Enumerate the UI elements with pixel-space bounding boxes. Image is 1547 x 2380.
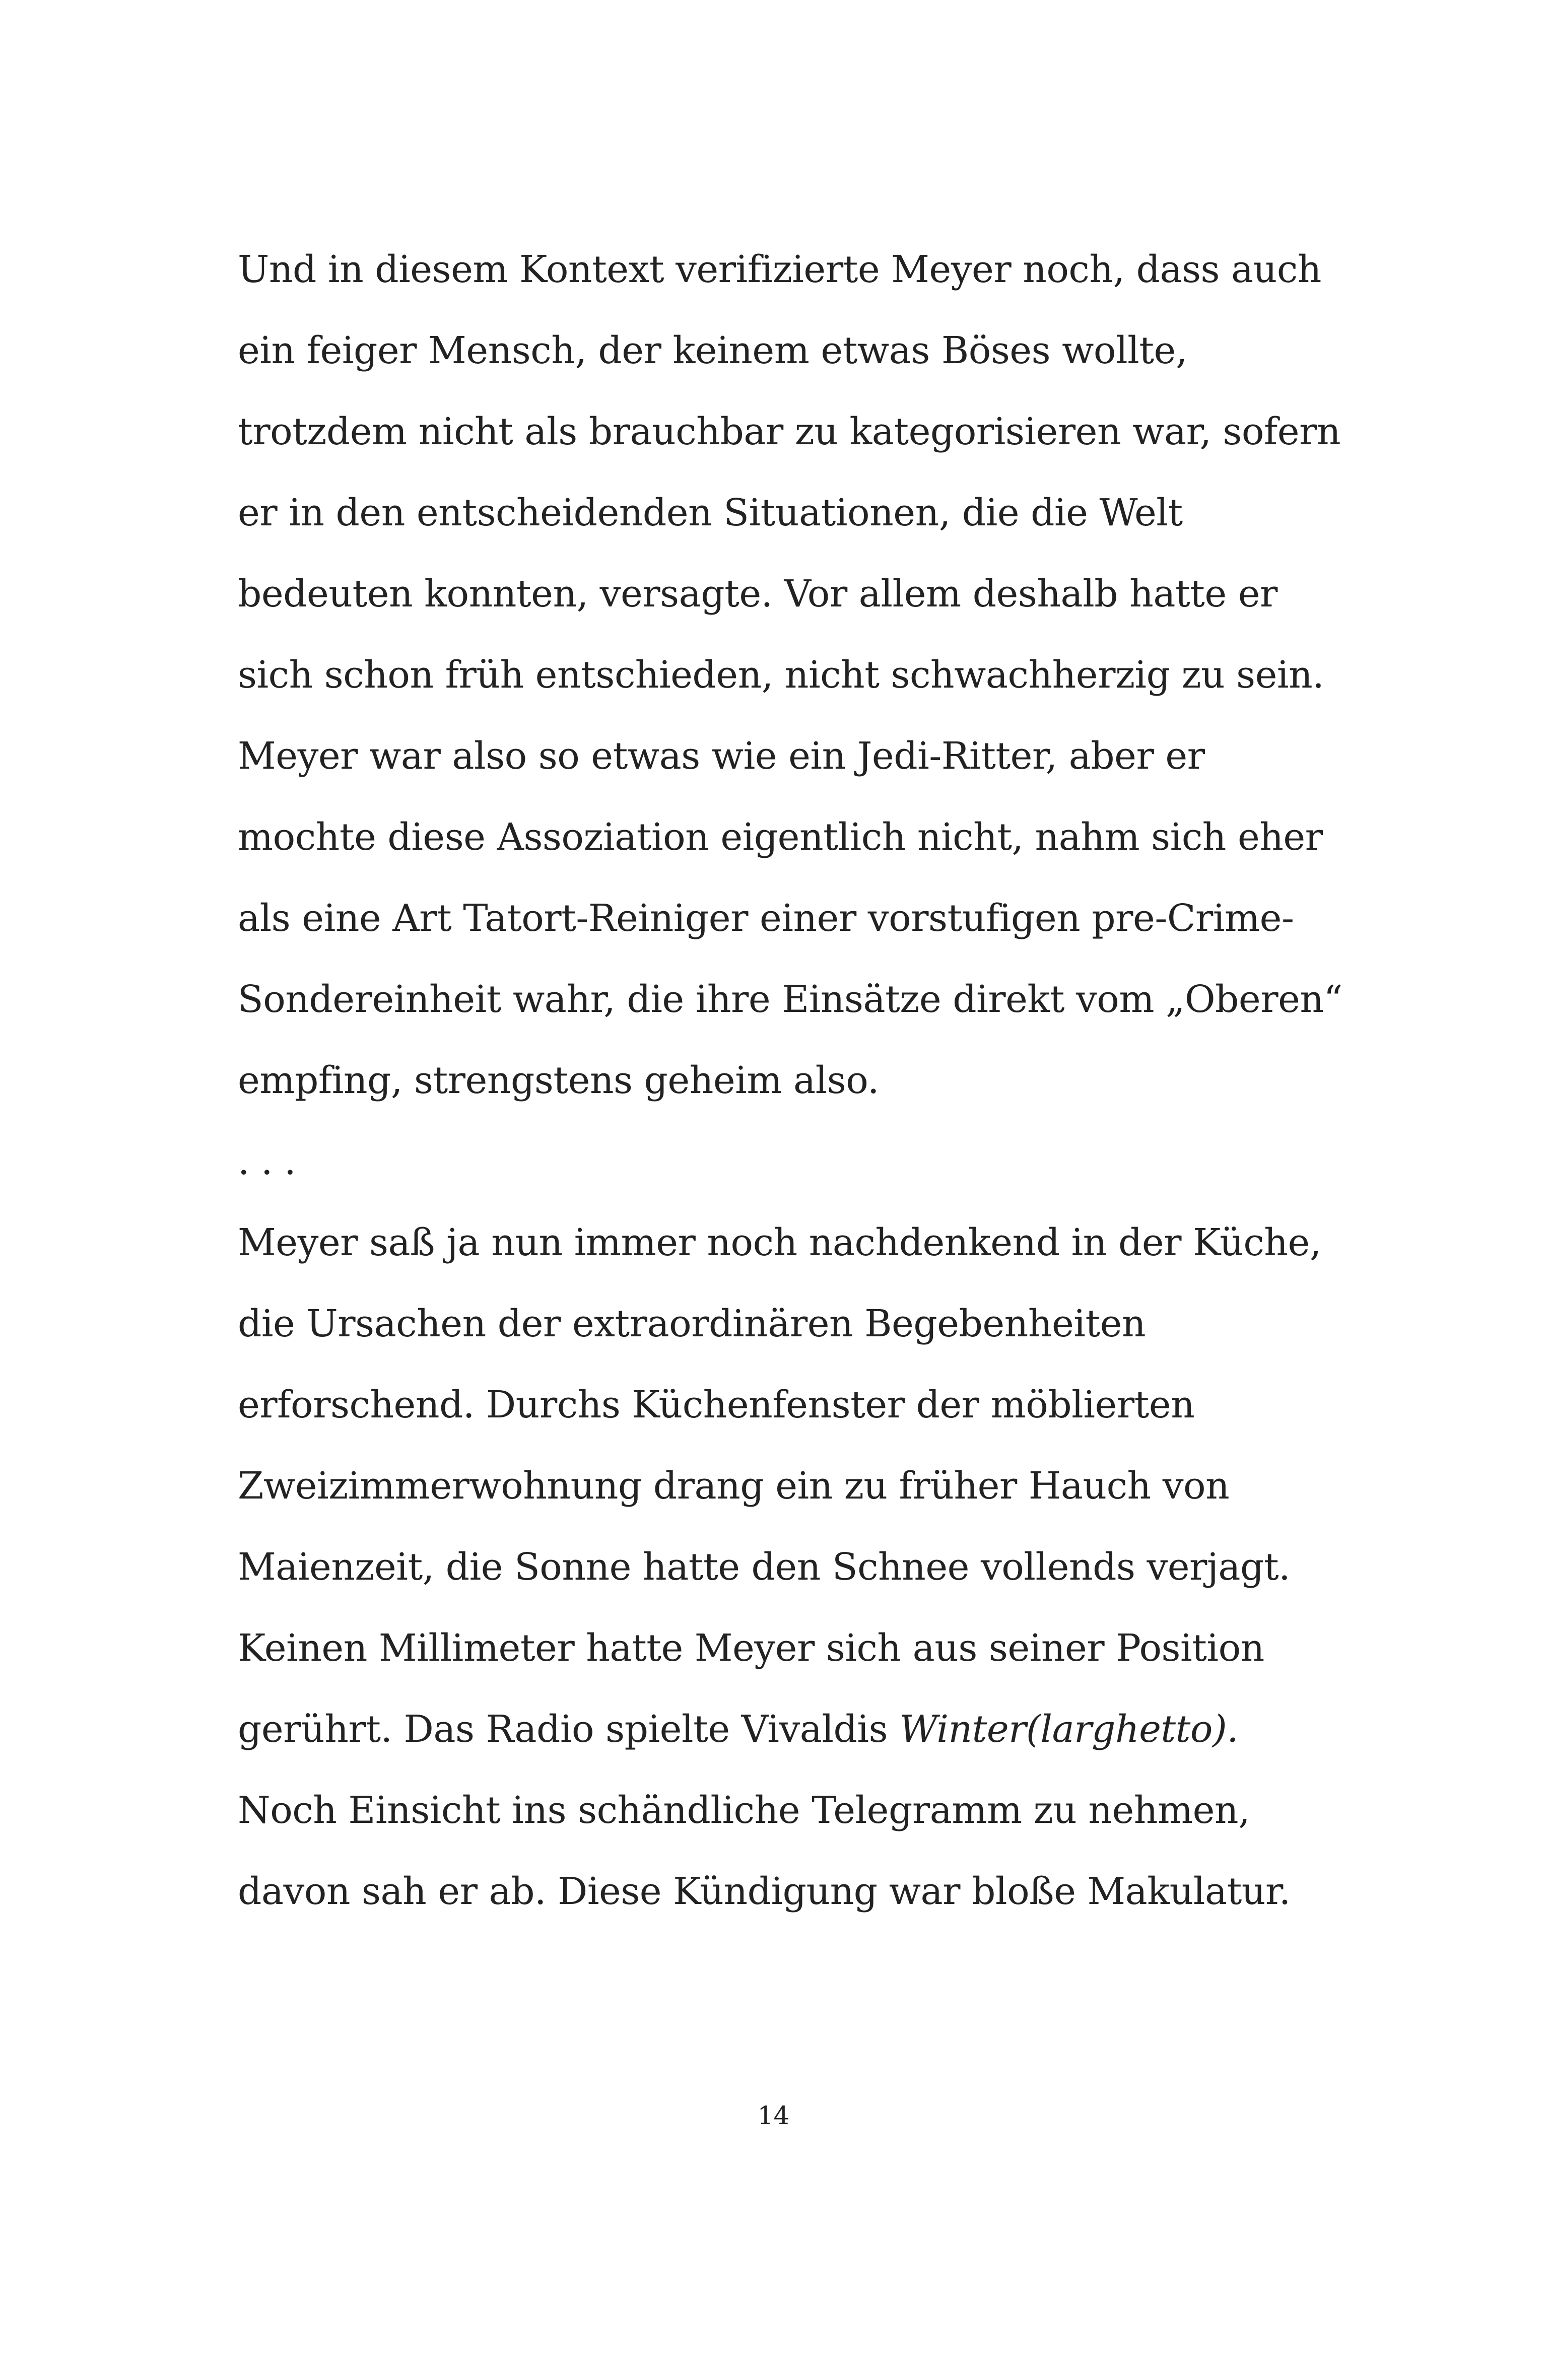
text-line: mochte diese Assoziation eigentlich nicht, nahm sich eher <box>238 815 1323 859</box>
text-line: Keinen Millimeter hatte Meyer sich aus seiner Position <box>238 1626 1264 1670</box>
text-line: erforschend. Durchs Küchenfenster der möblierten <box>238 1383 1195 1426</box>
text-line: er in den entscheidenden Situationen, die die Welt <box>238 491 1183 534</box>
body-text <box>238 229 1342 1932</box>
text-line: sich schon früh entschieden, nicht schwachherzig zu sein. <box>238 653 1324 697</box>
text-line: Sondereinheit wahr, die ihre Einsätze direkt vom „Oberen“ <box>238 978 1342 1021</box>
text-line: Meyer war also so etwas wie ein Jedi-Ritter, aber er <box>238 734 1205 778</box>
text-line-prefix: gerührt. Das Radio spielte Vivaldis <box>238 1708 900 1751</box>
text-line: trotzdem nicht als brauchbar zu kategorisieren war, sofern <box>238 410 1341 453</box>
section-separator: . . . <box>238 1140 296 1183</box>
text-line-music <box>238 1689 1326 1770</box>
music-title: Winter(larghetto). <box>899 1708 1239 1751</box>
page-number: 14 <box>757 2101 790 2130</box>
text-line: Meyer saß ja nun immer noch nachdenkend in der Küche, <box>238 1221 1321 1264</box>
text-line: die Ursachen der extraordinären Begebenheiten <box>238 1302 1146 1345</box>
text-line: als eine Art Tatort-Reiniger einer vorstufigen pre-Crime- <box>238 897 1294 940</box>
text-line: Noch Einsicht ins schändliche Telegramm zu nehmen, <box>238 1789 1250 1832</box>
text-line: bedeuten konnten, versagte. Vor allem deshalb hatte er <box>238 572 1277 616</box>
text-line: Und in diesem Kontext verifizierte Meyer noch, dass auch <box>238 248 1321 291</box>
text-line: davon sah er ab. Diese Kündigung war bloße Makulatur. <box>238 1870 1291 1913</box>
text-line: ein feiger Mensch, der keinem etwas Böses wollte, <box>238 329 1187 372</box>
text-line: Maienzeit, die Sonne hatte den Schnee vollends verjagt. <box>238 1545 1291 1589</box>
text-line: Zweizimmerwohnung drang ein zu früher Hauch von <box>238 1464 1230 1508</box>
text-line: empfing, strengstens geheim also. <box>238 1059 880 1102</box>
